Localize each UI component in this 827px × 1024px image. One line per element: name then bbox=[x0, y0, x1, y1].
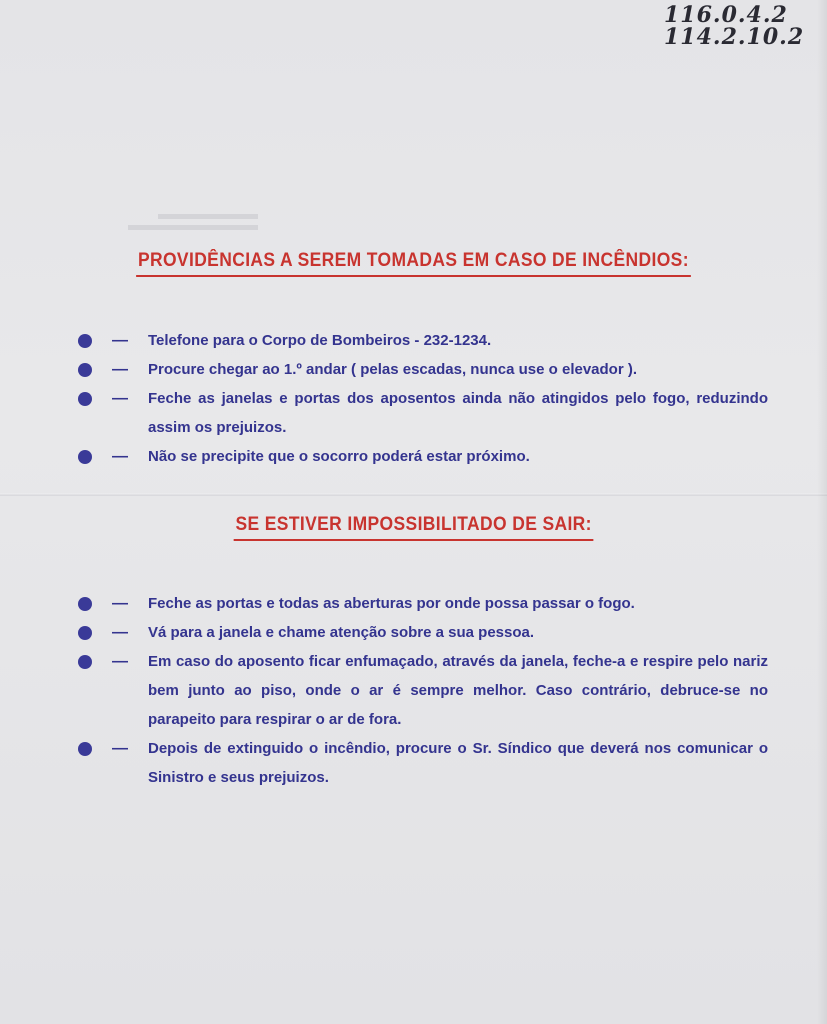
section1-list bbox=[78, 326, 768, 471]
list-item-text: Em caso do aposento ficar enfumaçado, através da janela, feche-a e respire pelo nariz bem junto ao piso, onde o ar é sempre melhor. Caso contrário, debruce-se no parapeito para respirar o ar de fora. bbox=[148, 653, 768, 728]
list-item-text: Depois de extinguido o incêndio, procure o Sr. Síndico que deverá nos comunicar o Sinistro e seus prejuizos. bbox=[148, 740, 768, 786]
list-item-text: Feche as janelas e portas dos aposentos ainda não atingidos pelo fogo, reduzindo assim os prejuizos. bbox=[148, 390, 768, 436]
bullet-icon bbox=[78, 450, 92, 464]
list-item bbox=[78, 384, 768, 442]
bullet-icon bbox=[78, 363, 92, 377]
handwritten-catalog-numbers bbox=[664, 4, 804, 48]
dash-glyph: — bbox=[112, 740, 128, 757]
list-item-text: Procure chegar ao 1.º andar ( pelas escadas, nunca use o elevador ). bbox=[148, 361, 638, 378]
section2-heading-text: SE ESTIVER IMPOSSIBILITADO DE SAIR: bbox=[233, 514, 593, 541]
list-item bbox=[78, 618, 768, 647]
catalog-number-1: 116.0.4.2 bbox=[664, 2, 788, 28]
faint-bleed-through-text bbox=[128, 210, 258, 230]
list-item bbox=[78, 589, 768, 618]
list-item-text: Feche as portas e todas as aberturas por onde possa passar o fogo. bbox=[148, 595, 635, 612]
dash-glyph: — bbox=[112, 448, 128, 465]
section2-list bbox=[78, 589, 768, 792]
dash-glyph: — bbox=[112, 390, 128, 407]
dash-glyph: — bbox=[112, 332, 128, 349]
list-item bbox=[78, 647, 768, 734]
bullet-icon bbox=[78, 742, 92, 756]
bullet-icon bbox=[78, 334, 92, 348]
list-item bbox=[78, 734, 768, 792]
dash-glyph: — bbox=[112, 653, 128, 670]
dash-glyph: — bbox=[112, 595, 128, 612]
list-item bbox=[78, 355, 768, 384]
catalog-number-2: 114.2.10.2 bbox=[664, 24, 805, 50]
bullet-icon bbox=[78, 655, 92, 669]
list-item-text: Telefone para o Corpo de Bombeiros - 232-1234. bbox=[148, 332, 492, 349]
dash-glyph: — bbox=[112, 624, 128, 641]
dash-glyph: — bbox=[112, 361, 128, 378]
list-item bbox=[78, 326, 768, 355]
list-item-text: Não se precipite que o socorro poderá estar próximo. bbox=[148, 448, 530, 465]
bullet-icon bbox=[78, 626, 92, 640]
section2-heading bbox=[0, 514, 827, 541]
paper-edge-shadow bbox=[817, 0, 827, 1024]
paper-fold-line bbox=[0, 493, 827, 496]
section1-heading bbox=[0, 250, 827, 277]
bullet-icon bbox=[78, 597, 92, 611]
bullet-icon bbox=[78, 392, 92, 406]
list-item-text: Vá para a janela e chame atenção sobre a sua pessoa. bbox=[148, 624, 535, 641]
list-item bbox=[78, 442, 768, 471]
section1-heading-text: PROVIDÊNCIAS A SEREM TOMADAS EM CASO DE INCÊNDIOS: bbox=[136, 250, 691, 277]
